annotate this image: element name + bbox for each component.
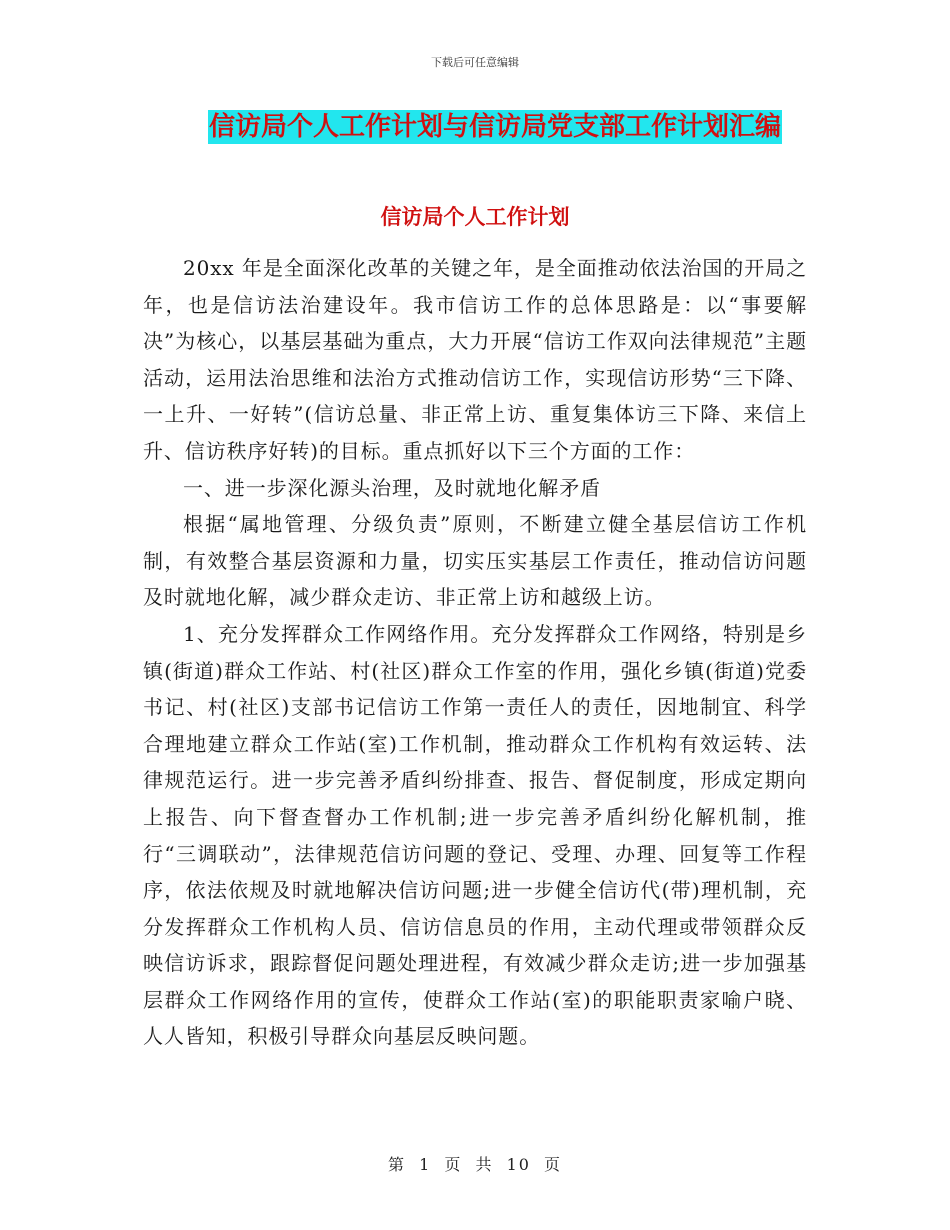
- paragraph-item-1: 1、充分发挥群众工作网络作用。充分发挥群众工作网络，特别是乡镇(街道)群众工作站、村(社区)群众工作室的作用，强化乡镇(街道)党委书记、村(社区)支部书记信访工作第一责任人的责任，因地制宜、科学合理地建立群众工作站(室)工作机制，推动群众工作机构有效运转、法律规范运行。进一步完善矛盾纠纷排查、报告、督促制度，形成定期向上报告、向下督查督办工作机制;进一步完善矛盾纠纷化解机制，推行“三调联动”，法律规范信访问题的登记、受理、办理、回复等工作程序，依法依规及时就地解决信访问题;进一步健全信访代(带)理机制，充分发挥群众工作机构人员、信访信息员的作用，主动代理或带领群众反映信访诉求，跟踪督促问题处理进程，有效减少群众走访;进一步加强基层群众工作网络作用的宣传，使群众工作站(室)的职能职责家喻户晓、人人皆知，积极引导群众向基层反映问题。: [143, 621, 807, 1049]
- paragraph-principle: 根据“属地管理、分级负责”原则，不断建立健全基层信访工作机制，有效整合基层资源和力量，切实压实基层工作责任，推动信访问题及时就地化解，减少群众走访、非正常上访和越级上访。: [143, 512, 807, 610]
- section-title: 信访局个人工作计划: [380, 205, 570, 229]
- document-title: 信访局个人工作计划与信访局党支部工作计划汇编: [209, 112, 782, 142]
- main-title-container: [208, 110, 782, 144]
- page-footer: [0, 1152, 950, 1175]
- section-heading-1: 一、进一步深化源头治理，及时就地化解矛盾: [183, 475, 601, 500]
- footer-total-pages: 10: [506, 1155, 531, 1174]
- footer-total-label: 共: [475, 1155, 494, 1174]
- document-body: [143, 250, 807, 1055]
- footer-suffix: 页: [544, 1155, 563, 1174]
- footer-prefix: 第: [387, 1155, 406, 1174]
- footer-page-number: 1: [419, 1155, 432, 1174]
- footer-page-label: 页: [444, 1155, 463, 1174]
- paragraph-intro: 20xx 年是全面深化改革的关键之年，是全面推动依法治国的开局之年，也是信访法治建设年。我市信访工作的总体思路是：以“事要解决”为核心，以基层基础为重点，大力开展“信访工作双向法律规范”主题活动，运用法治思维和法治方式推动信访工作，实现信访形势“三下降、一上升、一好转”(信访总量、非正常上访、重复集体访三下降、来信上升、信访秩序好转)的目标。重点抓好以下三个方面的工作：: [143, 256, 807, 463]
- header-note: 下载后可任意编辑: [431, 56, 519, 69]
